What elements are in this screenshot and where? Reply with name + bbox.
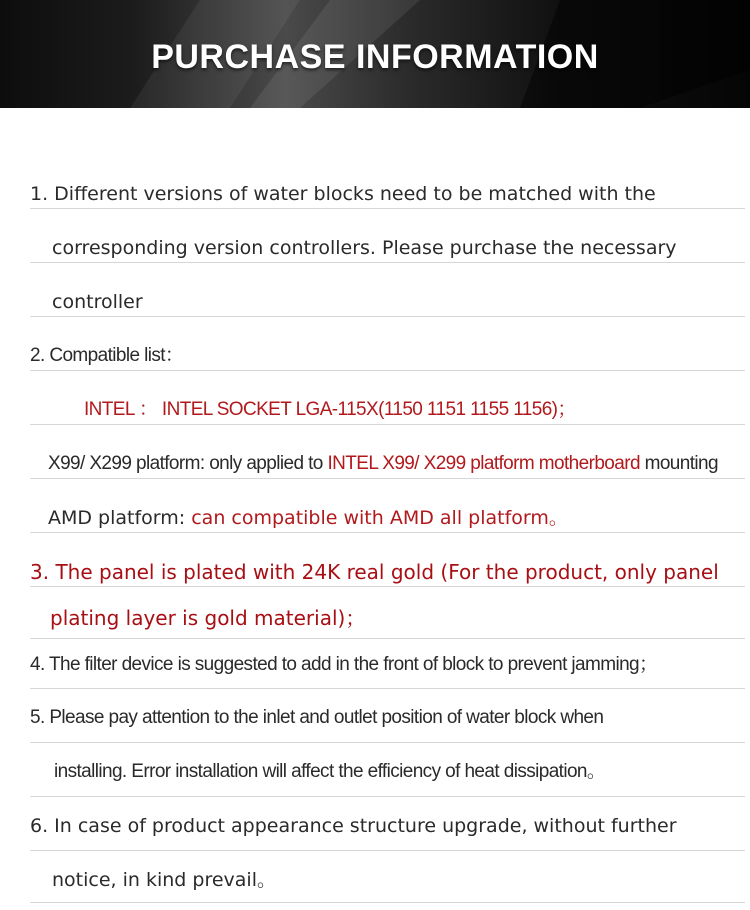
amd-prefix: AMD platform: [48,507,192,529]
divider [30,796,745,797]
item-1-line-3: controller [52,291,143,313]
x99-suffix: mounting [639,453,718,474]
item-6-line-1: 6. In case of product appearance structure upgrade, without further [30,815,677,837]
x99-highlight: INTEL X99/ X299 platform motherboard [327,453,640,474]
divider [30,316,745,317]
x99-prefix: X99/ X299 platform: only applied to [48,453,328,474]
divider [30,688,745,689]
page-title: PURCHASE INFORMATION [151,38,599,76]
intel-compat-line: INTEL ： INTEL SOCKET LGA-115X(1150 1151 1155 1156)； [84,399,576,420]
item-5-line-1: 5. Please pay attention to the inlet and outlet position of water block when [30,707,604,728]
divider [30,638,745,639]
divider [30,208,745,209]
divider [30,478,745,479]
amd-highlight: can compatible with AMD all platform。 [191,507,568,529]
divider [30,586,745,587]
divider [30,424,745,425]
divider [30,532,745,533]
item-6-line-2: notice, in kind prevail。 [52,869,276,891]
divider [30,742,745,743]
item-5-line-2: installing. Error installation will affect the efficiency of heat dissipation。 [54,761,606,782]
item-3-line-2: plating layer is gold material)； [50,606,366,630]
item-3-line-1: 3. The panel is plated with 24K real gold (For the product, only panel [30,560,719,584]
amd-compat-line [48,506,568,530]
divider [30,850,745,851]
divider [30,902,745,903]
x99-compat-line [48,452,718,476]
divider [30,370,745,371]
divider [30,262,745,263]
item-1-line-2: corresponding version controllers. Please purchase the necessary [52,237,677,259]
header-banner [0,0,750,108]
item-1-line-1: 1. Different versions of water blocks need to be matched with the [30,183,656,205]
item-2-heading: 2. Compatible list： [30,345,184,366]
item-4-line-1: 4. The filter device is suggested to add in the front of block to prevent jamming； [30,654,658,675]
